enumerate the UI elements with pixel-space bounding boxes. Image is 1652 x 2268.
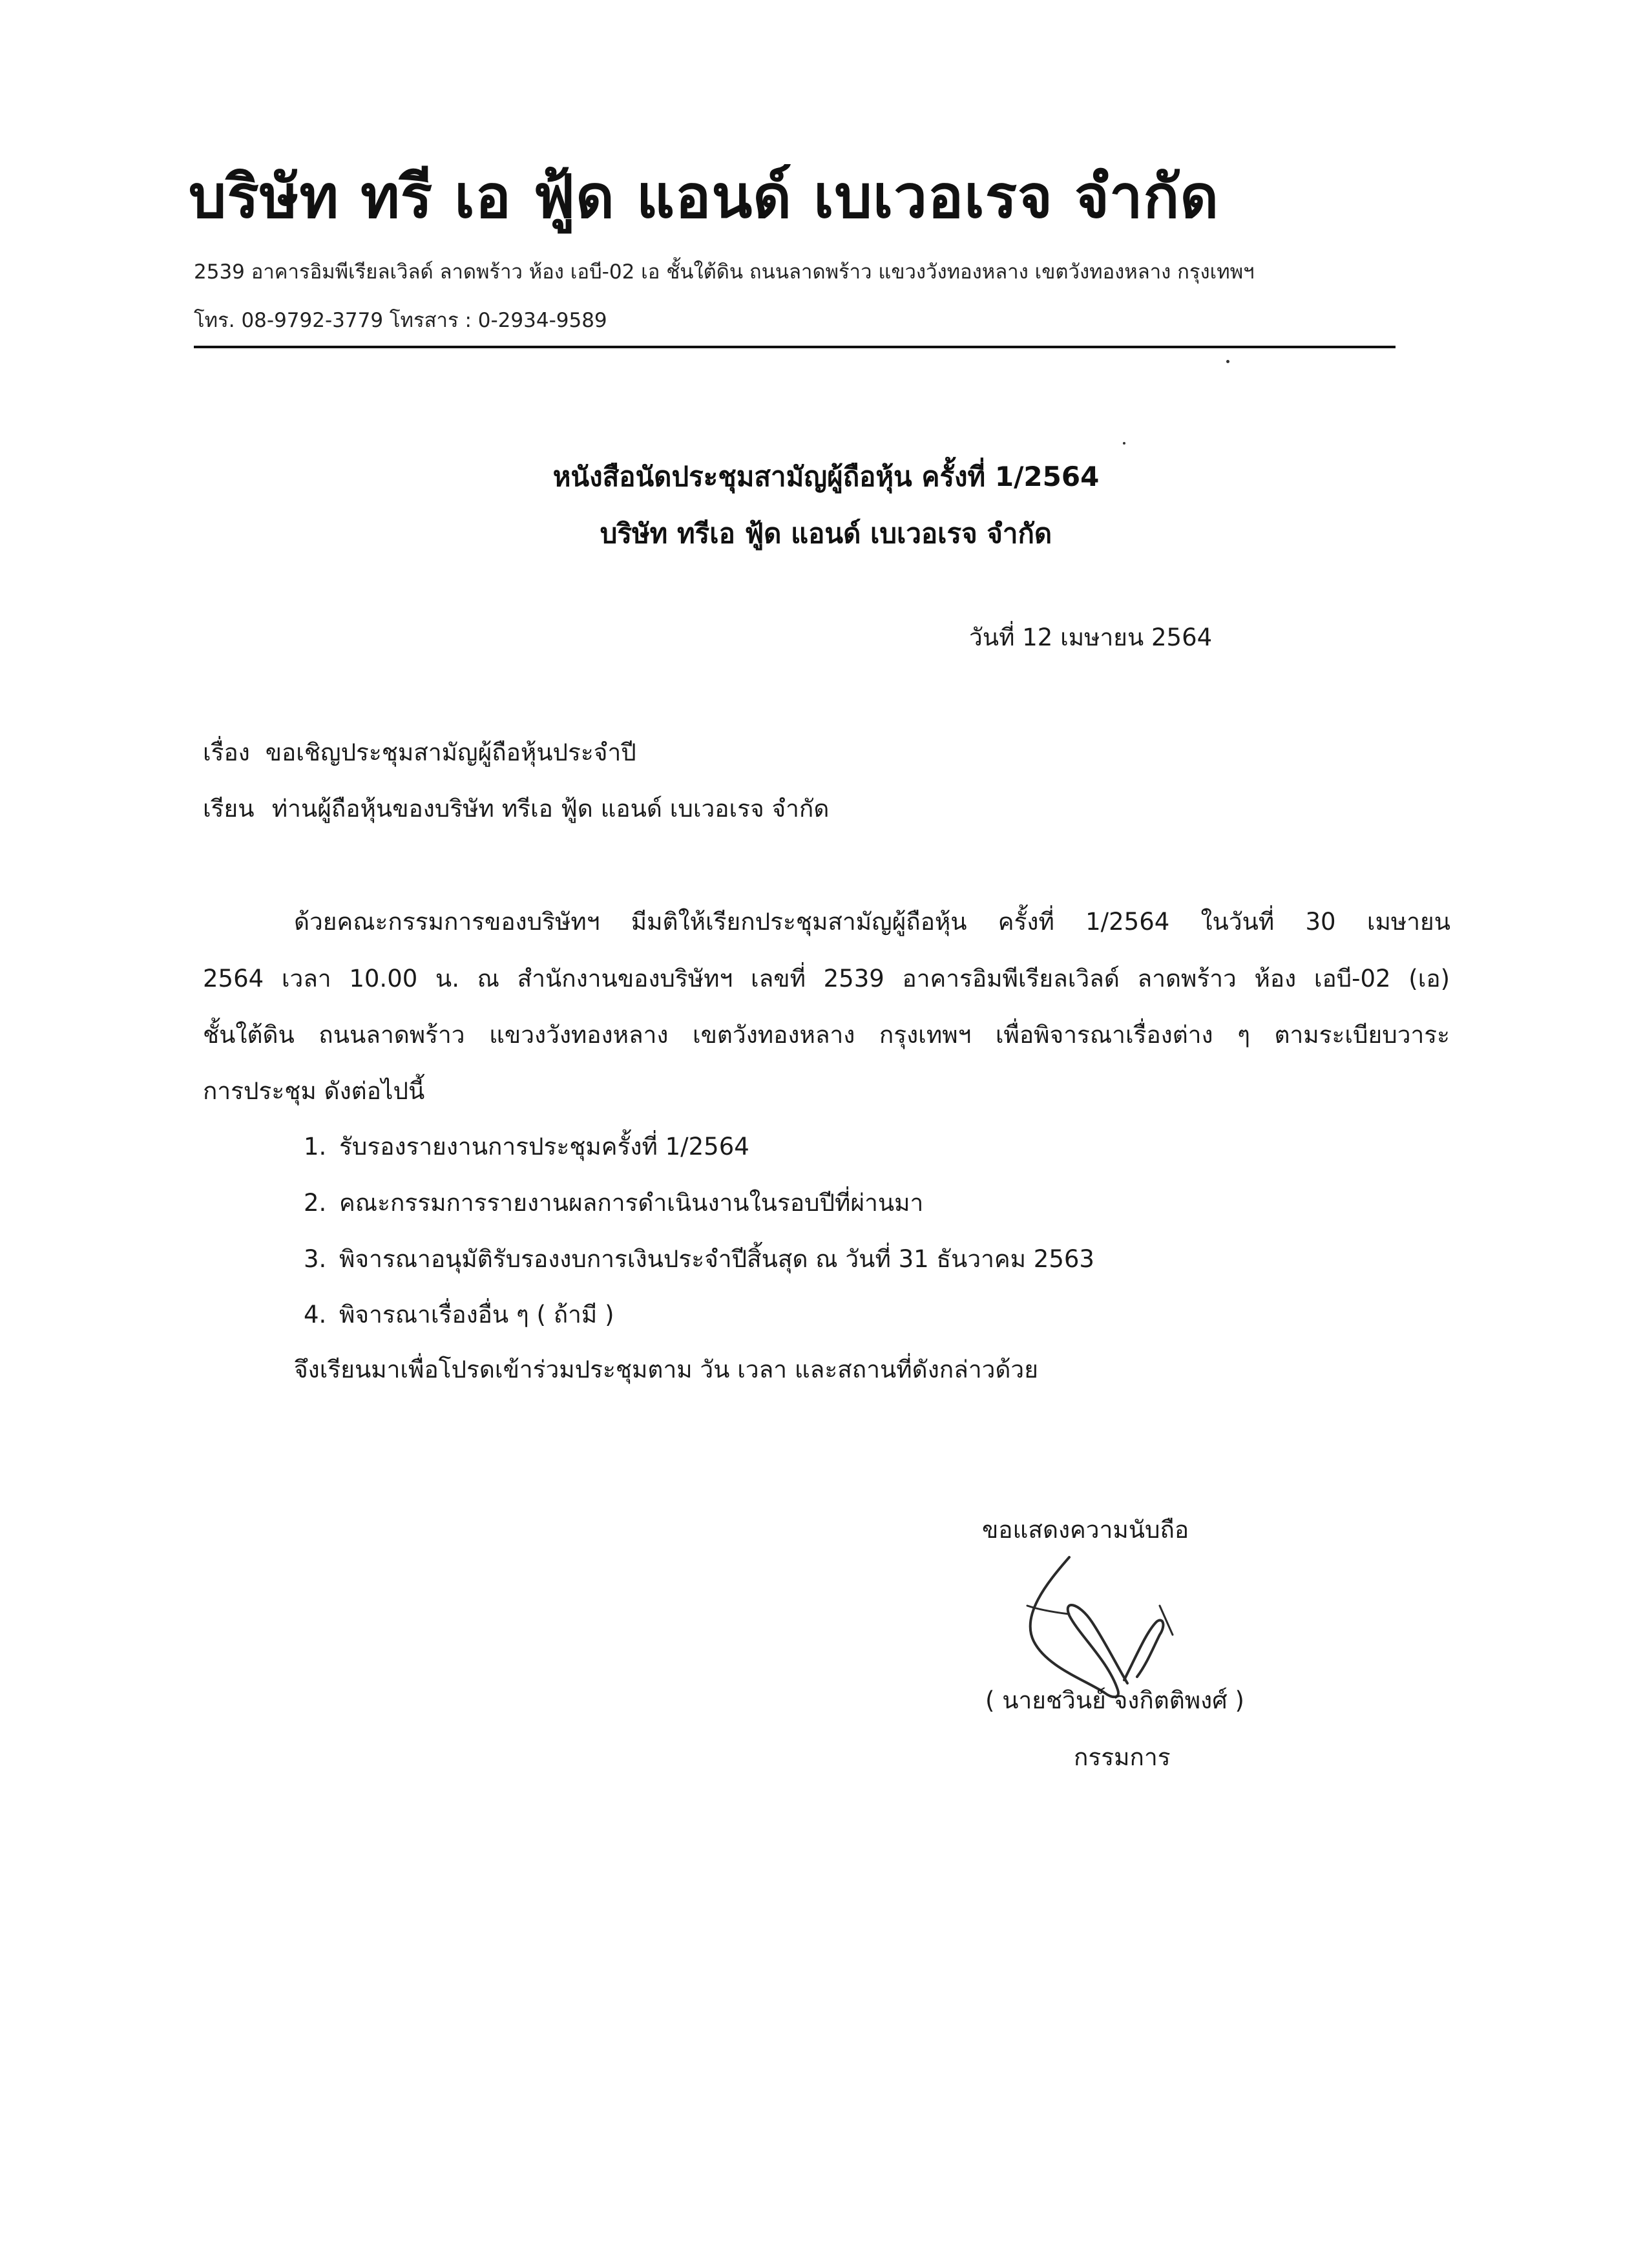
document-title: หนังสือนัดประชุมสามัญผู้ถือหุ้น ครั้งที่ 1/2564 <box>552 461 1100 492</box>
signatory-name: ( นายชวินย์ จงกิตติพงศ์ ) <box>985 1686 1244 1714</box>
letter-date: วันที่ 12 เมษายน 2564 <box>969 624 1213 651</box>
scan-speck <box>1123 442 1125 445</box>
agenda-item <box>304 1184 923 1222</box>
agenda-text: คณะกรรมการรายงานผลการดำเนินงานในรอบปีที่ผ่านมา <box>339 1189 924 1217</box>
agenda-text: พิจารณาเรื่องอื่น ๆ ( ถ้ามี ) <box>339 1301 614 1328</box>
agenda-text: รับรองรายงานการประชุมครั้งที่ 1/2564 <box>339 1133 749 1160</box>
document-subtitle: บริษัท ทรีเอ ฟู้ด แอนด์ เบเวอเรจ จำกัด <box>600 518 1052 549</box>
closing-line: จึงเรียนมาเพื่อโปรดเข้าร่วมประชุมตาม วัน เวลา และสถานที่ดังกล่าวด้วย <box>294 1356 1038 1383</box>
recipient-line <box>203 790 829 828</box>
agenda-number: 2. <box>304 1189 327 1217</box>
salutation: ขอแสดงความนับถือ <box>982 1516 1189 1544</box>
body-line-1: ด้วยคณะกรรมการของบริษัทฯ มีมติให้เรียกประชุมสามัญผู้ถือหุ้น ครั้งที่ 1/2564 ในวันที่ 30 เมษายน <box>294 908 1450 936</box>
body-line-4: การประชุม ดังต่อไปนี้ <box>203 1077 425 1105</box>
subject-text: ขอเชิญประชุมสามัญผู้ถือหุ้นประจำปี <box>265 739 636 766</box>
body-line-3: ชั้นใต้ดิน ถนนลาดพร้าว แขวงวังทองหลาง เขตวังทองหลาง กรุงเทพฯ เพื่อพิจารณาเรื่องต่าง ๆ ตามระเบียบวาระ <box>203 1021 1450 1049</box>
company-name: บริษัท ทรี เอ ฟู้ด แอนด์ เบเวอเรจ จำกัด <box>189 162 1220 231</box>
agenda-item <box>304 1128 749 1166</box>
recipient-text: ท่านผู้ถือหุ้นของบริษัท ทรีเอ ฟู้ด แอนด์ เบเวอเรจ จำกัด <box>271 795 830 823</box>
company-address: 2539 อาคารอิมพีเรียลเวิลด์ ลาดพร้าว ห้อง เอบี-02 เอ ชั้นใต้ดิน ถนนลาดพร้าว แขวงวังทองหลาง เขตวังทองหลาง กรุงเทพฯ <box>194 260 1255 284</box>
agenda-number: 1. <box>304 1133 327 1160</box>
agenda-item <box>304 1240 1094 1278</box>
subject-line <box>203 733 636 772</box>
agenda-number: 4. <box>304 1301 327 1328</box>
subject-label: เรื่อง <box>203 739 250 766</box>
body-line-2: 2564 เวลา 10.00 น. ณ สำนักงานของบริษัทฯ เลขที่ 2539 อาคารอิมพีเรียลเวิลด์ ลาดพร้าว ห้อง เอบี-02 (เอ) <box>203 965 1450 992</box>
scan-speck <box>1226 360 1229 363</box>
agenda-text: พิจารณาอนุมัติรับรองงบการเงินประจำปีสิ้นสุด ณ วันที่ 31 ธันวาคม 2563 <box>339 1245 1094 1273</box>
company-contact: โทร. 08-9792-3779 โทรสาร : 0-2934-9589 <box>194 309 607 332</box>
agenda-item <box>304 1296 614 1334</box>
letterhead-divider <box>194 346 1396 348</box>
signatory-position: กรรมการ <box>1074 1743 1171 1771</box>
recipient-label: เรียน <box>203 795 255 823</box>
agenda-number: 3. <box>304 1245 327 1273</box>
